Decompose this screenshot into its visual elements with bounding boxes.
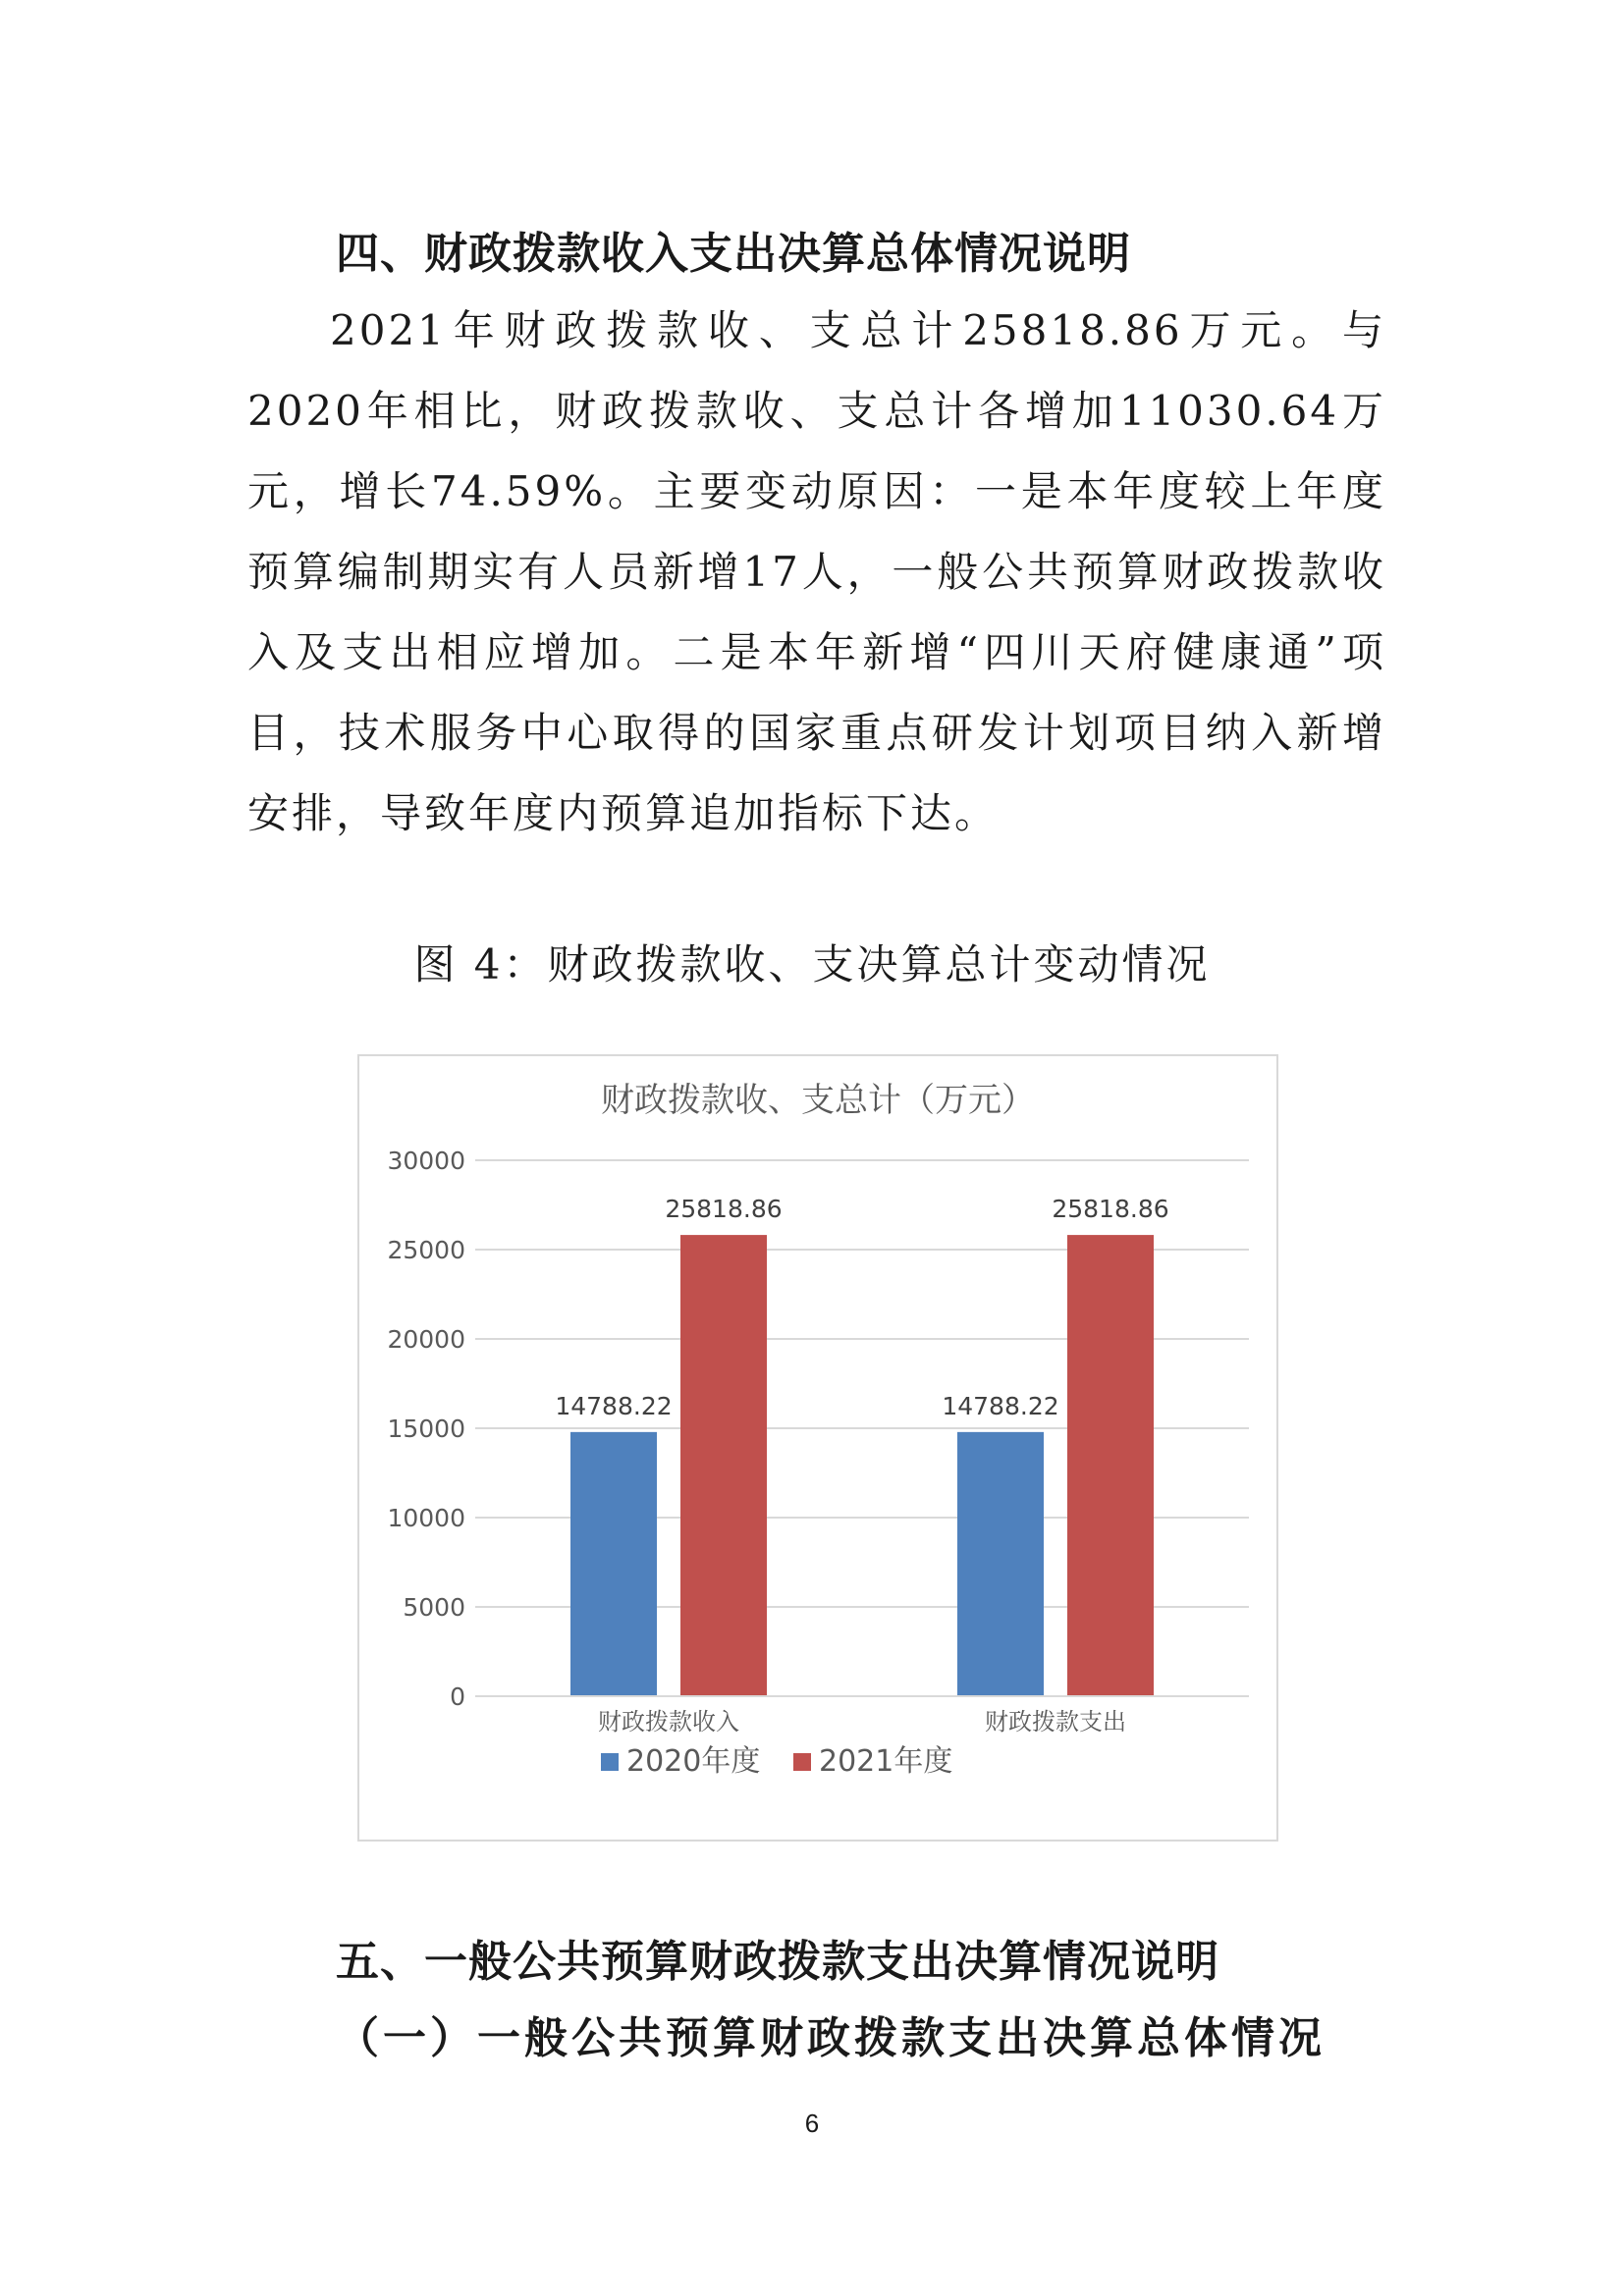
bar-2021-1 [1067,1235,1154,1696]
y-tick-label: 5000 [403,1593,465,1622]
legend-label: 2020年度 [626,1744,761,1779]
section-5-heading: 五、一般公共预算财政拨款支出决算情况说明 [336,1937,1219,1987]
bar-2020-0 [570,1432,657,1696]
legend-swatch-0 [601,1753,619,1771]
x-category-label: 财政拨款收入 [598,1708,739,1735]
y-tick-label: 20000 [387,1325,465,1354]
y-tick-label: 30000 [387,1147,465,1175]
legend-swatch-1 [793,1753,811,1771]
bar-data-label: 25818.86 [665,1195,783,1224]
figure-caption: 图 4：财政拨款收、支决算总计变动情况 [413,940,1211,988]
bar-data-label: 14788.22 [555,1391,673,1420]
section-5-subheading-1: （一）一般公共预算财政拨款支出决算总体情况 [336,2013,1326,2063]
bar-data-label: 25818.86 [1052,1195,1169,1224]
section-4-paragraph: 2021年财政拨款收、支总计25818.86万元。与2020年相比，财政拨款收、支总计各增加11030.64万元，增长74.59%。主要变动原因：一是本年度较上年度预算编制期实有人员新增17人，一般公共预算财政拨款收入及支出相应增加。二是本年新增“四川天府健康通”项目，技术服务中心取得的国家重点研发计划项目纳入新增安排，导致年度内预算追加指标下达。 [247,306,1386,837]
bar-chart-svg [359,1056,1276,1840]
bar-2020-1 [957,1432,1044,1696]
legend-label: 2021年度 [819,1744,953,1779]
chart-title: 财政拨款收、支总计（万元） [601,1081,1035,1120]
bar-chart [357,1054,1278,1842]
y-tick-label: 25000 [387,1236,465,1264]
y-tick-label: 15000 [387,1415,465,1443]
x-category-label: 财政拨款支出 [985,1708,1126,1735]
y-tick-label: 10000 [387,1504,465,1532]
bar-data-label: 14788.22 [942,1391,1059,1420]
y-tick-label: 0 [450,1682,465,1711]
bar-2021-0 [680,1235,767,1696]
page-number: 6 [804,2109,820,2138]
section-4-heading: 四、财政拨款收入支出决算总体情况说明 [336,229,1131,279]
